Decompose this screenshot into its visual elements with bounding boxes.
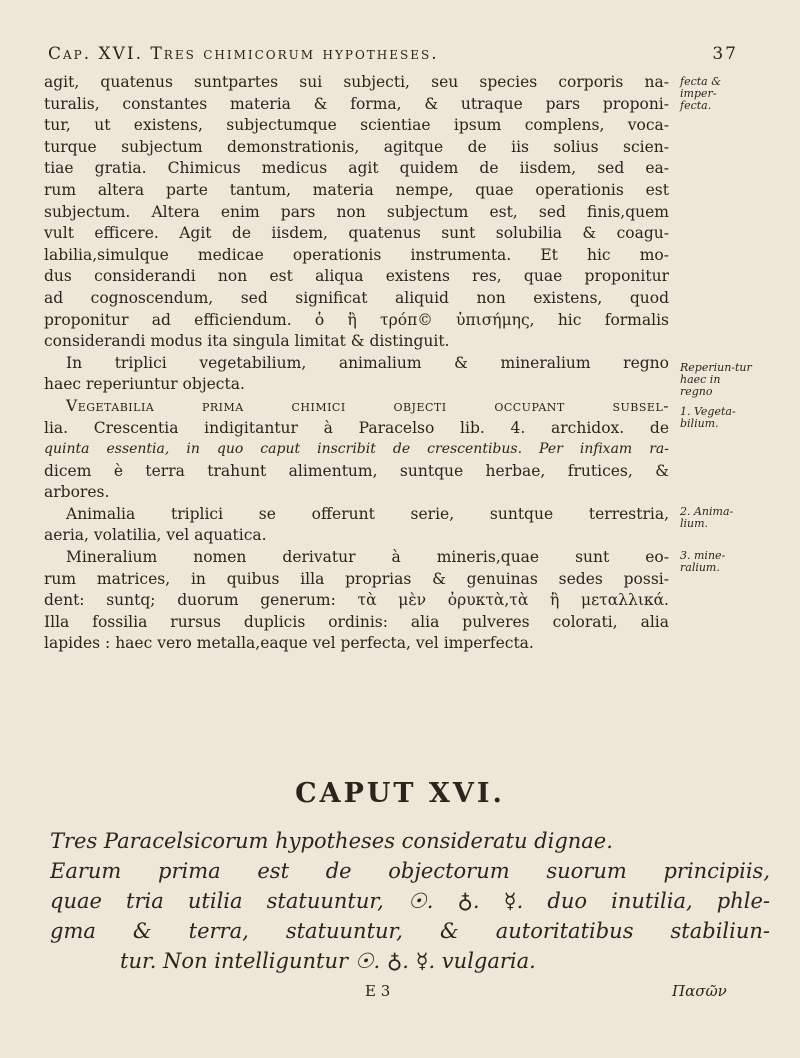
text-line: arbores. — [44, 483, 110, 502]
text-line: labilia,simulque medicae operationis instrumenta. Et hic mo- — [44, 245, 669, 264]
summary-line: tur. Non intelliguntur ☉. ♁. ☿. vulgaria. — [120, 949, 536, 973]
chapter-heading: CAPUT XVI. — [295, 778, 505, 809]
summary-line: gma & terra, statuuntur, & autoritatibus stabiliun- — [50, 919, 770, 943]
summary-line: Tres Paracelsicorum hypotheses consideratu dignae. — [50, 829, 613, 853]
catchword: Πασῶν — [672, 982, 727, 1000]
summary-line: Earum prima est de objectorum suorum principiis, — [50, 859, 770, 883]
text-line: turalis, constantes materia & forma, & utraque pars proponi- — [44, 94, 669, 113]
text-line: tiae gratia. Chimicus medicus agit quidem de iisdem, sed ea- — [44, 159, 669, 178]
running-head-title: Cap. XVI. Tres chimicorum hypotheses. — [48, 44, 439, 64]
chapter-summary — [50, 826, 770, 976]
margin-note: 2. Anima-lium. — [680, 505, 734, 530]
text-line: dent: suntq; duorum generum: τὰ μὲν ὀρυκτὰ,τὰ ἢ μεταλλικά. — [44, 591, 669, 610]
text-line: Animalia triplici se offerunt serie, suntque terrestria, — [66, 504, 669, 523]
margin-note: 1. Vegeta-bilium. — [680, 405, 736, 430]
text-line: turque subjectum demonstrationis, agitque de iis solius scien- — [44, 137, 669, 156]
text-line: dus considerandi non est aliqua existens res, quae proponitur — [44, 267, 669, 286]
text-line: quinta essentia, in quo caput inscribit de crescentibus. Per infixam ra- — [44, 441, 669, 458]
text-line: dicem è terra trahunt alimentum, suntque herbae, frutices, & — [44, 461, 669, 480]
text-line: rum altera parte tantum, materia nempe, quae operationis est — [44, 180, 669, 199]
text-line: haec reperiuntur objecta. — [44, 375, 245, 394]
margin-note: 3. mine-ralium. — [680, 549, 726, 574]
running-head — [48, 44, 738, 64]
text-line: vult efficere. Agit de iisdem, quatenus sunt solubilia & coagu- — [44, 224, 669, 243]
text-line: tur, ut existens, subjectumque scientiae ipsum complens, voca- — [44, 116, 669, 135]
margin-note: Reperiun-tur haec in regno — [680, 361, 752, 398]
text-line: lia. Crescentia indigitantur à Paracelso lib. 4. archidox. de — [44, 418, 669, 437]
text-line: Illa fossilia rursus duplicis ordinis: alia pulveres colorati, alia — [44, 612, 669, 631]
page-footer — [0, 982, 800, 1006]
text-line: rum matrices, in quibus illa proprias & genuinas sedes possi- — [44, 569, 669, 588]
signature-mark: E 3 — [365, 982, 391, 1000]
text-line: lapides : haec vero metalla,eaque vel perfecta, vel imperfecta. — [44, 634, 534, 653]
page-number: 37 — [712, 44, 738, 64]
text-line: agit, quatenus suntpartes sui subjecti, seu species corporis na- — [44, 73, 669, 91]
text-line: proponitur ad efficiendum. ὁ ἢ τρόπ© ὑπισήμης, hic formalis — [44, 310, 669, 329]
text-line: considerandi modus ita singula limitat & distinguit. — [44, 332, 450, 351]
main-text-block — [44, 72, 669, 655]
text-line: ad cognoscendum, sed significat aliquid non existens, quod — [44, 288, 669, 307]
text-line: Vegetabilia prima chimici objecti occupant subsel- — [66, 396, 669, 415]
text-line: Mineralium nomen derivatur à mineris,quae sunt eo- — [66, 548, 669, 567]
text-line: aeria, volatilia, vel aquatica. — [44, 526, 267, 545]
summary-line: quae tria utilia statuuntur, ☉. ♁. ☿. duo inutilia, phle- — [50, 889, 770, 913]
text-line: subjectum. Altera enim pars non subjectum est, sed finis,quem — [44, 202, 669, 221]
margin-note: fecta & imper-fecta. — [680, 75, 722, 112]
text-line: In triplici vegetabilium, animalium & mineralium regno — [66, 353, 669, 372]
